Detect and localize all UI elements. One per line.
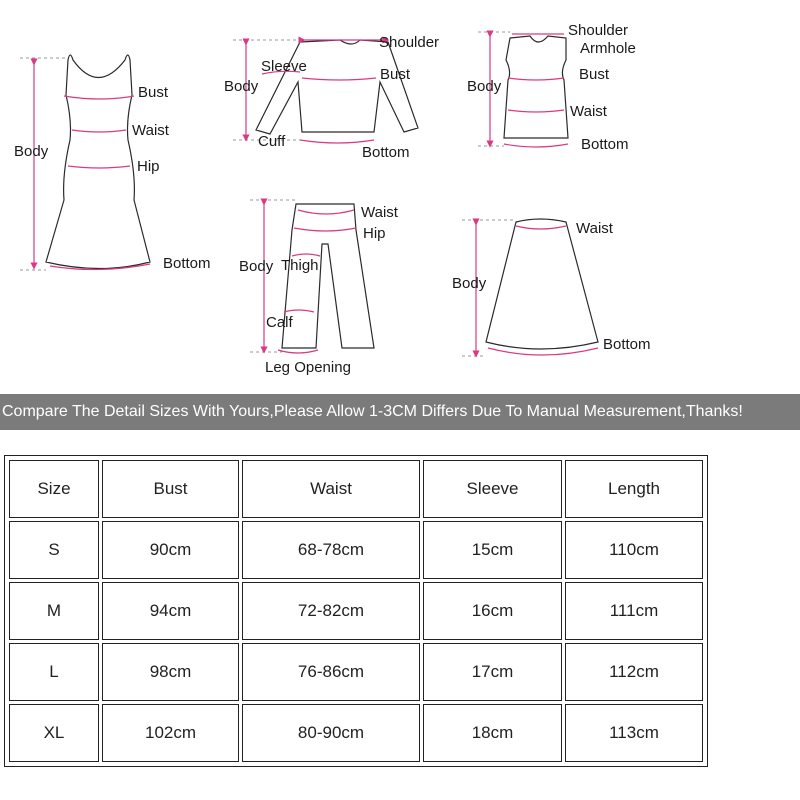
table-cell: 15cm [423, 521, 562, 579]
top-sleeve-label: Sleeve [261, 58, 307, 75]
header-cell-bust: Bust [102, 460, 239, 518]
table-cell: L [9, 643, 99, 701]
top-body-label: Body [224, 78, 259, 95]
vest-armhole-label: Armhole [580, 40, 636, 57]
header-cell-length: Length [565, 460, 703, 518]
top-diagram [224, 34, 439, 161]
dress-bust-label: Bust [138, 84, 169, 101]
pants-thigh-label: Thigh [281, 257, 319, 274]
top-bust-label: Bust [380, 66, 411, 83]
skirt-diagram [452, 219, 651, 356]
dress-waist-label: Waist [132, 122, 169, 139]
table-row [9, 643, 703, 701]
skirt-body-label: Body [452, 275, 487, 292]
dress-hip-label: Hip [137, 158, 160, 175]
pants-hip-label: Hip [363, 225, 386, 242]
measurement-diagrams [0, 0, 800, 392]
table-header-row [9, 460, 703, 518]
pants-body-label: Body [239, 258, 274, 275]
diagram-canvas [0, 0, 800, 392]
table-cell: 17cm [423, 643, 562, 701]
table-cell: 112cm [565, 643, 703, 701]
table-cell: 113cm [565, 704, 703, 762]
table-cell: 80-90cm [242, 704, 420, 762]
table-cell: 90cm [102, 521, 239, 579]
header-cell-size: Size [9, 460, 99, 518]
table-cell: 68-78cm [242, 521, 420, 579]
table-cell: M [9, 582, 99, 640]
skirt-bottom-label: Bottom [603, 336, 651, 353]
dress-diagram [14, 55, 211, 272]
header-cell-sleeve: Sleeve [423, 460, 562, 518]
table-cell: XL [9, 704, 99, 762]
dress-bottom-label: Bottom [163, 255, 211, 272]
table-cell: 102cm [102, 704, 239, 762]
table-cell: 72-82cm [242, 582, 420, 640]
table-cell: 98cm [102, 643, 239, 701]
table-cell: 110cm [565, 521, 703, 579]
vest-bust-label: Bust [579, 66, 610, 83]
vest-diagram [467, 22, 636, 153]
table-cell: S [9, 521, 99, 579]
top-shoulder-label: Shoulder [379, 34, 440, 51]
table-cell: 111cm [565, 582, 703, 640]
pants-diagram [239, 200, 399, 376]
pants-waist-label: Waist [361, 204, 398, 221]
skirt-waist-label: Waist [576, 220, 613, 237]
top-bottom-label: Bottom [362, 144, 410, 161]
vest-waist-label: Waist [570, 103, 607, 120]
table-cell: 94cm [102, 582, 239, 640]
table-row [9, 704, 703, 762]
table-cell: 18cm [423, 704, 562, 762]
pants-leg-opening-label: Leg Opening [265, 359, 351, 376]
table-cell: 76-86cm [242, 643, 420, 701]
table-row [9, 582, 703, 640]
size-chart-table [4, 455, 708, 767]
header-cell-waist: Waist [242, 460, 420, 518]
vest-body-label: Body [467, 78, 502, 95]
table-cell: 16cm [423, 582, 562, 640]
pants-calf-label: Calf [266, 314, 293, 331]
top-cuff-label: Cuff [258, 133, 286, 150]
vest-bottom-label: Bottom [581, 136, 629, 153]
table-row [9, 521, 703, 579]
vest-shoulder-label: Shoulder [568, 22, 629, 39]
measurement-notice-banner: Compare The Detail Sizes With Yours,Please Allow 1-3CM Differs Due To Manual Measurement,Thanks! [0, 394, 800, 430]
dress-body-label: Body [14, 143, 49, 160]
